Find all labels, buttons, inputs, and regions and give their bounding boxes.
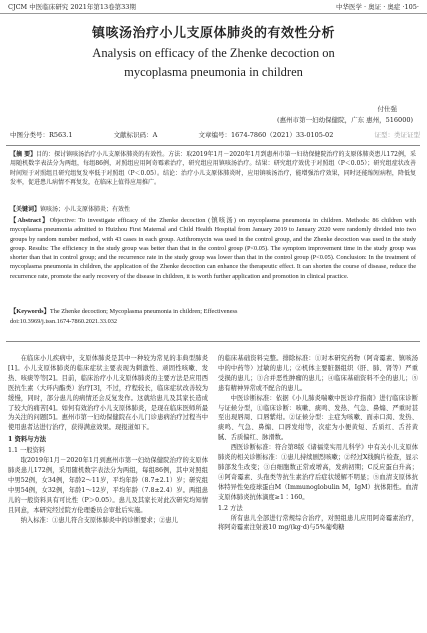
body-paragraph: 中医诊断标准：依据《小儿肺炎喘嗽中医诊疗指南》进行临床诊断与证候分型，①临床诊断：咳嗽、痰鸣、发热、气急、鼻煽、严重时甚至出现唇周、口唇紫绀。②证候分型：主症为咳嗽、面赤口渴、发热、痰鸣、气急、鼻煽、口唇发绀等，次症为小便黄短、舌质红、舌苔黄腻、舌质偏红、脉滑数。 <box>218 394 418 442</box>
abstract-cn-text: 目的：探讨镇咳汤治疗小儿支原体肺炎的有效性。方法：取2019年1月－2020年1月到惠州市第一妇幼保健院治疗的支原体肺炎患儿172例，采用随机数字表法分为两组，每组86例，对照组应用阿奇霉素治疗，研究组应用镇咳汤治疗。结果：研究组疗效优于对照组（P＜0.05）；研究组症状改善时间短于对照组且研究组复发率低于对照组（P＜0.05）。结论：治疗小儿支原体肺炎时，应用镇咳汤治疗，能增强治疗效果，同时还能缩短病程，降低复发率，促进患儿病情不再复发，在临床上值得应用推广。 <box>10 151 416 186</box>
body-paragraph: 取2019年1月－2020年1月到惠州市第一妇幼保健院治疗的支原体肺炎患儿172例，采用随机数字表法分为两组，每组86例，其中对照组中男52例，女34例，年龄2～11岁，平均年龄（8.7±2.1）岁；研究组中男54例，女32例，年龄1～12岁，平均年龄（7.8±2.4）岁。两组患儿的一般资料具有可比性（P＞0.05）。患儿及其家长对此次研究均知情且同意，本研究经过院方伦理委员会审批后实施。 <box>8 457 208 514</box>
abstract-box <box>6 145 420 342</box>
keywords-en-text: The Zhenke decoction; Mycoplasma pneumonia in children; Effectiveness <box>49 308 238 315</box>
abstract-en-text: Objective: To investigate efficacy of the Zhenke decoction (镇咳汤) on mycoplasma pneumonia in children. Methods: 86 children with mycoplasma pneumonia admitted to Huizhou First Maternal and Child Health Hospital from January 2019 to January 2020 were randomly divided into two groups by random number method, with 43 cases in each group. Azithromycin was used in the control group, and the Zhenke decoction was used in the study group. Results: The efficiency in the study group was better than that in the control group (P<0.05). The symptom improvement time in the study group was shorter than that in control group; and the recurrence rate in the study group was lower than that in the control group (P<0.05). Conclusion: In the treatment of mycoplasma pneumonia in children, the application of the Zhenke decoction can enhance the therapeutic effect. It can shorten the course of disease, reduce the recurrence rate, promote the early recovery of the disease in children, it is worth further application and promotion in clinical practice. <box>10 217 416 280</box>
title-english-line1: Analysis on efficacy of the Zhenke decoction on <box>92 46 335 60</box>
intro-paragraph: 在临床小儿疾病中，支原体肺炎是其中一种较为常见的非典型肺炎[1]。小儿支原体肺炎的临床症状主要表现为刺激性、顽固性咳嗽、发热、咳痰等等[2]。目前，临床治疗小儿支原体肺炎的主要方法是应用西医抗生素（大环内酯类）治疗[3]，不过，疗程较长，临床症状改善较为缓慢，同时，部分患儿的病情还会反复发作。这就给患儿及其家长造成了较大的痛苦[4]。如何有效治疗小儿支原体肺炎，是现在临床医师所最为关注的问题[5]。惠州市第一妇幼保健院在小儿门诊患病治疗过程当中使用患者达进行治疗，获得满意效果。现报道如下。 <box>8 355 208 432</box>
body-paragraph: 的临床基础资料完整。排除标准：①对本研究药物（阿奇霉素、镇咳汤中的中药等）过敏的患儿；②机体主要脏器组织（肝、肺、肾等）严重受损的患儿；③合并恶性肿瘤的患儿；④临床基础资料不全的患儿；⑤患有精神异常或不配合的患儿。 <box>218 355 418 392</box>
abstract-english <box>10 216 416 281</box>
proof-type: 证型：类证证型 <box>374 131 420 139</box>
clc-number: 中图分类号：R563.1 <box>10 131 73 139</box>
journal-header-left: CJCM 中医临床研究 2021年第13卷第33期 <box>8 3 136 11</box>
abstract-cn-label: 【摘 要】 <box>10 151 37 158</box>
keywords-cn-label: 【关键词】 <box>10 206 41 213</box>
keywords-english <box>10 306 416 315</box>
section-heading: 1 资料与方法 <box>8 436 47 444</box>
body-paragraph: 纳入标准：①患儿符合支原体肺炎中的诊断要求；②患儿 <box>20 516 179 524</box>
doi-link[interactable]: doi:10.3969/j.issn.1674-7860.2021.33.032 <box>10 318 118 325</box>
article-meta <box>10 130 420 139</box>
body-paragraph: 所有患儿全部进行常规综合治疗，对照组患儿应用阿奇霉素治疗，将阿奇霉素注射液10 mg/(kg·d)与5%葡萄糖 <box>218 514 418 532</box>
keywords-chinese <box>10 204 416 213</box>
article-number: 文章编号：1674-7860（2021）33-0105-02 <box>198 131 334 139</box>
subsection-heading: 1.2 方法 <box>218 504 243 512</box>
body-paragraph: 西医诊断标准：符合第8版《诸福棠实用儿科学》中有关小儿支原体肺炎的相关诊断标准：①患儿持续剧烈咳嗽；②经过X线胸片检查，显示肺部发生改变；③白细胞数正常或增高，发病初期；C反应蛋白升高；④阿奇霉素、头孢类等抗生素治疗后症状缓解不明显；⑤血清支原体抗体特异性免疫球蛋白M（Immunoglobulin M，IgM）抗体阳性。血清支原体肺炎抗体滴度≥1∶160。 <box>218 444 418 501</box>
body-column-right <box>218 354 418 533</box>
title-english-line2: mycoplasma pneumonia in children <box>124 65 303 79</box>
journal-header-right: 中华医学 · 奥证 · 奥症 ·105· <box>335 3 419 11</box>
title-chinese: 镇咳汤治疗小儿支原体肺炎的有效性分析 <box>91 26 335 41</box>
abstract-chinese <box>10 150 416 187</box>
abstract-en-label: 【Abstract】 <box>10 217 50 224</box>
document-code: 文献标识码：A <box>113 131 158 139</box>
author-name: 付仕强 <box>377 105 397 113</box>
keywords-en-label: 【Keywords】 <box>10 308 50 315</box>
body-column-left <box>8 354 208 525</box>
subsection-heading: 1.1 一般资料 <box>8 447 46 455</box>
keywords-cn-text: 镇咳汤；小儿支原体肺炎；有效性 <box>40 206 131 213</box>
author-affiliation: (惠州市第一妇幼保健院，广东 惠州，516000) <box>277 116 413 124</box>
title-english <box>0 44 427 82</box>
running-header <box>0 0 427 14</box>
